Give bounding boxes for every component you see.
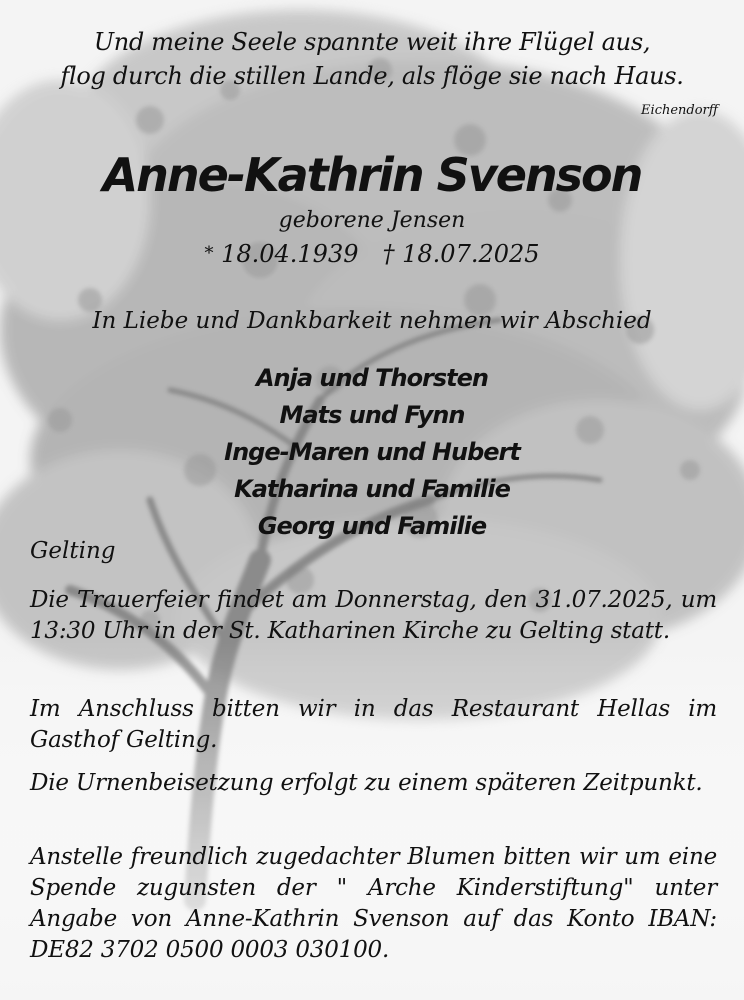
- birth-date: 18.04.1939: [221, 240, 359, 268]
- place: Gelting: [30, 538, 116, 564]
- mourner: Inge-Maren und Hubert: [224, 438, 520, 466]
- farewell-line: In Liebe und Dankbarkeit nehmen wir Abschied: [92, 308, 652, 334]
- mourners-list: [0, 360, 744, 545]
- poem-author: Eichendorff: [641, 103, 718, 118]
- mourner: Georg und Familie: [257, 512, 487, 540]
- death-symbol: †: [382, 240, 395, 268]
- reception-paragraph: Im Anschluss bitten wir in das Restaurant Hellas im Gasthof Gelting.: [30, 696, 717, 753]
- mourner: Anja und Thorsten: [255, 364, 489, 392]
- urn-burial-paragraph: Die Urnenbeisetzung erfolgt zu einem späteren Zeitpunkt.: [30, 770, 703, 796]
- born-symbol: *: [204, 243, 214, 264]
- mourner: Katharina und Familie: [234, 475, 510, 503]
- deceased-name: Anne-Kathrin Svenson: [102, 148, 642, 202]
- death-date: 18.07.2025: [402, 240, 540, 268]
- birth-name: geborene Jensen: [278, 208, 466, 233]
- poem-line-2: flog durch die stillen Lande, als flöge sie nach Haus.: [60, 62, 684, 90]
- donation-paragraph: Anstelle freundlich zugedachter Blumen bitten wir um eine Spende zugunsten der " Arche Kinderstiftung" unter Angabe von Anne-Kathrin Svenson auf das Konto IBAN: DE82 3702 0500 0003 030100.: [30, 844, 717, 963]
- funeral-service-paragraph: Die Trauerfeier findet am Donnerstag, den 31.07.2025, um 13:30 Uhr in der St. Katharinen Kirche zu Gelting statt.: [30, 587, 717, 644]
- poem-line-1: Und meine Seele spannte weit ihre Flügel aus,: [93, 28, 651, 56]
- mourner: Mats und Fynn: [279, 401, 465, 429]
- life-dates: [0, 240, 744, 268]
